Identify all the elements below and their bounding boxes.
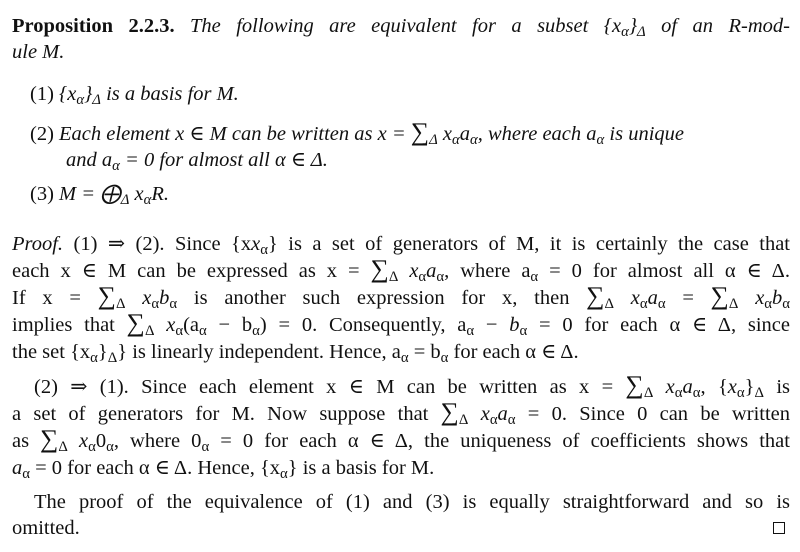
proof-line-3: If $x = \sum_\Delta$ $x_\alpha b_\alpha$ is another such expression for x, then $\sum_\Delta$ $x_\alpha a_\alpha = \sum_\Delta$ $x_\alpha b_\alpha$ [12,281,791,313]
item-2-cont: and $a_\alpha = 0$ for almost all α ∈ Δ. [66,149,328,175]
proof-line-8: as $\sum_\Delta$ $x_\alpha 0_\alpha$, where $0_\alpha = 0$ for each α ∈ Δ, the uniqueness of coefficients shows that [12,424,790,456]
proof-line-2: each x ∈ M can be expressed as $x = \sum_\Delta$ $x_\alpha a_\alpha$, where $a_\alpha = 0$ for almost all α ∈ Δ. [12,254,790,286]
proof-line-1: Proof. (1) ⇒ (2). Since $\{xx_\alpha\}$ is a set of generators of M, it is certainly the case that [12,233,790,259]
proof-line-9: $a_\alpha = 0$ for each α ∈ Δ. Hence, $\{x_\alpha\}$ is a basis for M. [12,457,435,483]
proof-line-4: implies that $\sum_\Delta$ $x_\alpha(a_\alpha - b_\alpha) = 0$. Consequently, $a_\alpha - b_\alpha = 0$ for each α ∈ Δ, since [12,308,791,340]
proof-line-10: The proof of the equivalence of (1) and (3) is equally straightforward and so is [34,491,790,513]
proposition-line-2: ule M. [12,41,65,63]
item-3: (3) $M = ⨁_\Delta$ $x_\alpha R$. [30,183,170,209]
proof-line-11: omitted. [12,517,80,539]
proof-line-7: a set of generators for M. Now suppose that $\sum_\Delta$ $x_\alpha a_\alpha = 0$. Since 0 can be written [12,397,791,429]
qed-box [773,522,785,534]
item-1: (1) $\{x_\alpha\}_\Delta$ is a basis for M. [30,83,239,109]
proposition-label: Proposition 2.2.3. [12,15,175,37]
proof-label: Proof. [12,233,64,255]
proof-line-6: (2) ⇒ (1). Since each element x ∈ M can be written as $x = \sum_\Delta$ $x_\alpha a_\alpha$, $\{x_\alpha\}_\Delta$ is [34,370,791,402]
proof-line-5: the set $\{x_\alpha\}_\Delta$} is linearly independent. Hence, $a_\alpha = b_\alpha$ for each α ∈ Δ. [12,341,579,367]
item-2: (2) Each element x ∈ M can be written as $x = \sum_\Delta$ $x_\alpha a_\alpha$, where each $a_\alpha$ is unique [30,117,685,149]
proposition-line-1: Proposition 2.2.3. The following are equivalent for a subset $\{x_\alpha\}_\Delta$ of an R-mod- [12,15,790,41]
